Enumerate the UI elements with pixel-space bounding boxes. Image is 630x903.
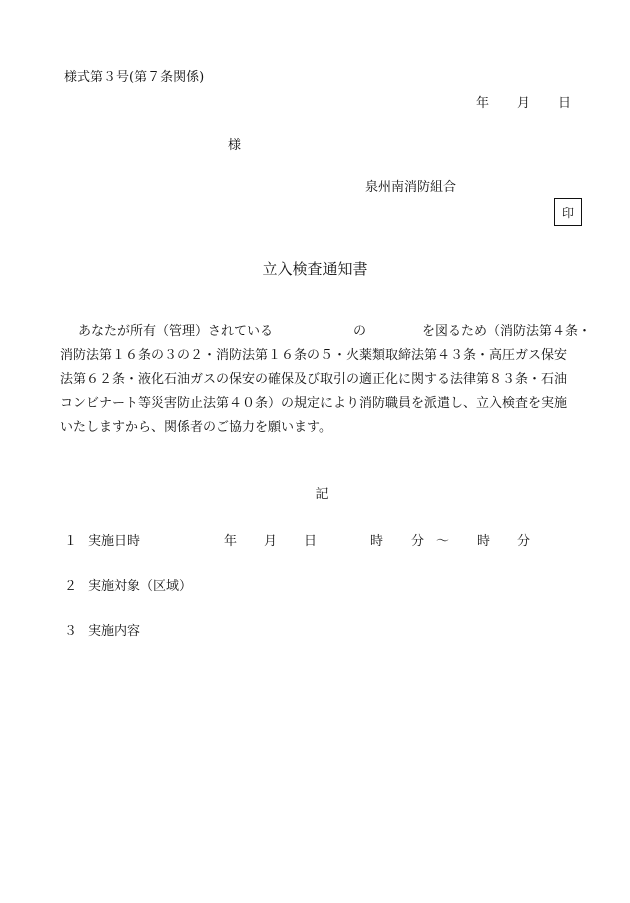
body-line-1-a: あなたが所有（管理）されている bbox=[78, 324, 274, 339]
datetime-minute-end-label: 分 bbox=[517, 534, 531, 549]
item-target bbox=[64, 575, 192, 594]
body-line-4: コンビナート等災害防止法第４０条）の規定により消防職員を派遣し、立入検査を実施 bbox=[60, 396, 568, 411]
addressee-honorific: 様 bbox=[228, 138, 242, 153]
item-number: ２ bbox=[64, 579, 78, 594]
body-line-1 bbox=[60, 320, 590, 344]
item-number: １ bbox=[64, 534, 78, 549]
datetime-month-label: 月 bbox=[264, 534, 278, 549]
item-label: 実施日時 bbox=[88, 534, 141, 549]
item-content bbox=[64, 620, 140, 639]
issue-day-label: 日 bbox=[558, 96, 572, 111]
body-line-1-c: を図るため（消防法第４条・ bbox=[422, 324, 592, 339]
datetime-hour-start-label: 時 bbox=[370, 534, 384, 549]
item-datetime bbox=[64, 530, 140, 549]
datetime-hour-end-label: 時 bbox=[477, 534, 491, 549]
issue-year-label: 年 bbox=[476, 96, 490, 111]
item-label: 実施内容 bbox=[88, 624, 141, 639]
item-number: ３ bbox=[64, 624, 78, 639]
issuer-name: 泉州南消防組合 bbox=[365, 180, 457, 195]
datetime-day-label: 日 bbox=[304, 534, 318, 549]
notice-body bbox=[60, 320, 590, 440]
item-label: 実施対象（区域） bbox=[88, 579, 193, 594]
body-line-5: いたしますから、関係者のご協力を願います。 bbox=[60, 420, 332, 435]
seal-mark: 印 bbox=[554, 198, 582, 226]
form-number: 様式第３号(第７条関係) bbox=[64, 70, 205, 85]
datetime-year-label: 年 bbox=[224, 534, 238, 549]
body-line-3: 法第６２条・液化石油ガスの保安の確保及び取引の適正化に関する法律第８３条・石油 bbox=[60, 372, 568, 387]
body-line-1-b: の bbox=[353, 324, 367, 339]
datetime-tilde: 〜 bbox=[436, 534, 450, 549]
record-mark: 記 bbox=[315, 487, 329, 502]
document-title: 立入検査通知書 bbox=[262, 260, 368, 278]
datetime-minute-start-label: 分 bbox=[411, 534, 425, 549]
issue-month-label: 月 bbox=[517, 96, 531, 111]
body-line-2: 消防法第１６条の３の２・消防法第１６条の５・火薬類取締法第４３条・高圧ガス保安 bbox=[60, 348, 568, 363]
